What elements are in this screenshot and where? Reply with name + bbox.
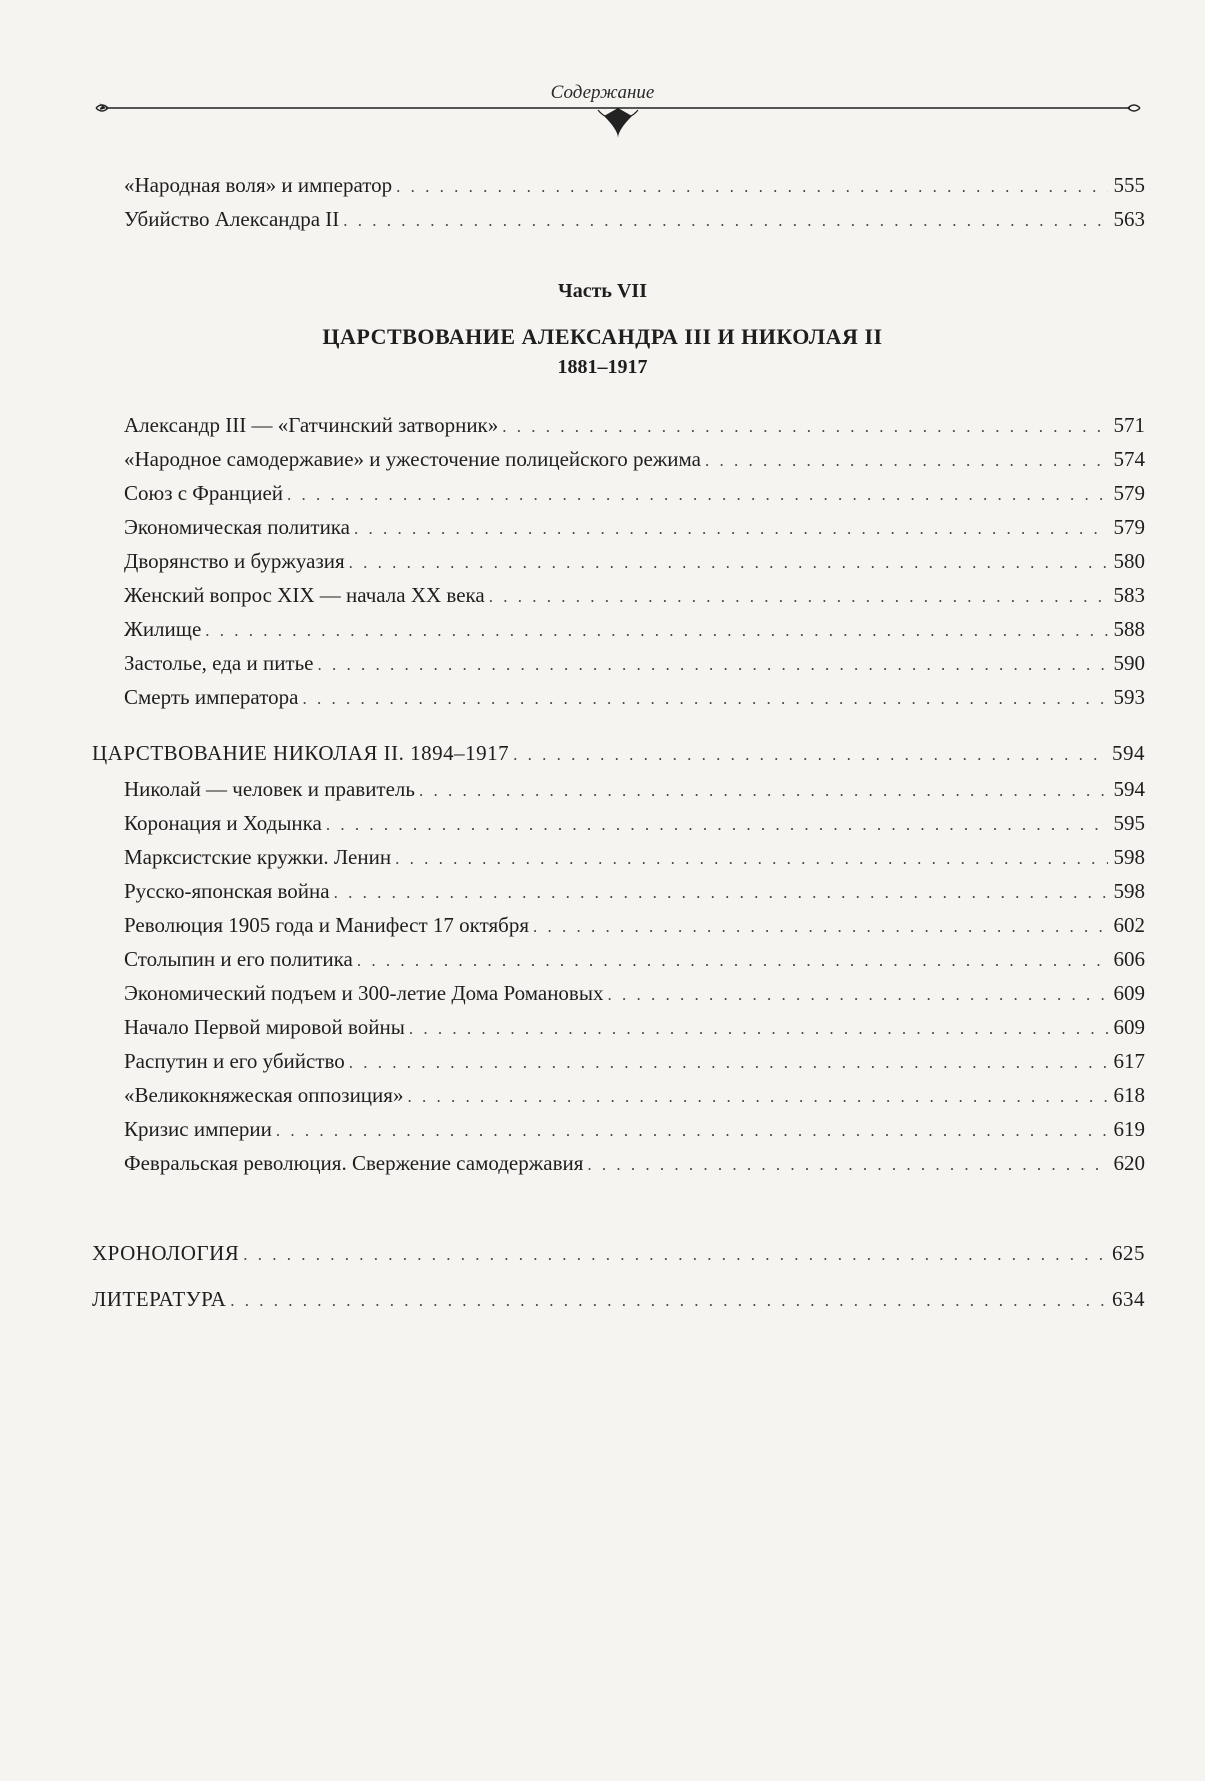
toc-entry xyxy=(124,650,1145,678)
leader-dots xyxy=(334,880,1108,906)
leader-dots xyxy=(343,208,1107,234)
toc-section xyxy=(92,1240,1145,1268)
toc-entry-page: 590 xyxy=(1113,651,1145,675)
toc-entry-page: 583 xyxy=(1113,583,1145,607)
toc-entry xyxy=(124,172,1145,200)
running-header: Содержание xyxy=(550,82,655,103)
toc-section-title: ХРОНОЛОГИЯ xyxy=(92,1241,240,1265)
leader-dots xyxy=(409,1016,1108,1042)
toc-entry-title: Женский вопрос XIX — начала XX века xyxy=(124,583,485,607)
leader-dots xyxy=(276,1118,1108,1144)
leader-dots xyxy=(302,686,1107,712)
toc-entry xyxy=(124,412,1145,440)
leader-dots xyxy=(705,448,1108,474)
part-years: 1881–1917 xyxy=(557,356,648,378)
toc-entry-title: «Великокняжеская оппозиция» xyxy=(124,1083,404,1107)
toc-entry xyxy=(124,844,1145,872)
leader-dots xyxy=(533,914,1108,940)
toc-entry xyxy=(124,1048,1145,1076)
leader-dots xyxy=(349,550,1108,576)
toc-entry-page: 617 xyxy=(1113,1049,1145,1073)
toc-entry xyxy=(124,810,1145,838)
toc-entry-title: Александр III — «Гатчинский затворник» xyxy=(124,413,499,437)
toc-entry-page: 580 xyxy=(1113,549,1145,573)
toc-entry xyxy=(124,1150,1145,1178)
toc-entry-page: 595 xyxy=(1113,811,1145,835)
toc-entry-title: Экономическая политика xyxy=(124,515,351,539)
toc-entry-page: 571 xyxy=(1113,413,1145,437)
toc-entry-title: Коронация и Ходынка xyxy=(124,811,322,835)
toc-entry xyxy=(124,980,1145,1008)
leader-dots xyxy=(287,482,1108,508)
part-label: Часть VII xyxy=(558,280,647,302)
toc-entry xyxy=(124,616,1145,644)
toc-entry-page: 579 xyxy=(1113,515,1145,539)
toc-entry-page: 594 xyxy=(1113,777,1145,801)
toc-entry-page: 563 xyxy=(1113,207,1145,231)
leader-dots xyxy=(326,812,1108,838)
leader-dots xyxy=(243,1242,1106,1268)
toc-entry-title: Николай — человек и правитель xyxy=(124,777,415,801)
toc-entry-title: «Народная воля» и император xyxy=(124,173,393,197)
toc-entry-page: 579 xyxy=(1113,481,1145,505)
toc-entry-title: Распутин и его убийство xyxy=(124,1049,345,1073)
toc-entry-page: 588 xyxy=(1113,617,1145,641)
toc-entry xyxy=(124,548,1145,576)
toc-entry-title: Февральская революция. Свержение самодержавия xyxy=(124,1151,584,1175)
toc-entry-title: Революция 1905 года и Манифест 17 октября xyxy=(124,913,529,937)
toc-entry-title: Смерть императора xyxy=(124,685,299,709)
leader-dots xyxy=(349,1050,1108,1076)
toc-entry xyxy=(124,946,1145,974)
leader-dots xyxy=(396,174,1107,200)
leader-dots xyxy=(587,1152,1107,1178)
toc-entry-title: Союз с Францией xyxy=(124,481,283,505)
leader-dots xyxy=(395,846,1107,872)
leader-dots xyxy=(318,652,1108,678)
toc-entry-title: Убийство Александра II xyxy=(124,207,340,231)
toc-entry-title: Жилище xyxy=(124,617,202,641)
toc-section-page: 594 xyxy=(1112,741,1145,765)
toc-entry xyxy=(124,480,1145,508)
toc-section-title: ЛИТЕРАТУРА xyxy=(92,1287,227,1311)
toc-entry-title: Кризис империи xyxy=(124,1117,272,1141)
toc-entry-page: 593 xyxy=(1113,685,1145,709)
leader-dots xyxy=(354,516,1107,542)
toc-entry xyxy=(124,912,1145,940)
leader-dots xyxy=(607,982,1107,1008)
leader-dots xyxy=(230,1288,1106,1314)
toc-entry-page: 620 xyxy=(1113,1151,1145,1175)
toc-entry-title: Начало Первой мировой войны xyxy=(124,1015,405,1039)
toc-entry-page: 609 xyxy=(1113,1015,1145,1039)
leader-dots xyxy=(489,584,1108,610)
toc-section-page: 634 xyxy=(1112,1287,1145,1311)
toc-entry-page: 602 xyxy=(1113,913,1145,937)
toc-entry xyxy=(124,1014,1145,1042)
leader-dots xyxy=(407,1084,1107,1110)
leader-dots xyxy=(513,742,1106,768)
toc-entry-page: 609 xyxy=(1113,981,1145,1005)
toc-entry xyxy=(124,446,1145,474)
toc-section xyxy=(92,740,1145,768)
header-ornament-icon xyxy=(92,98,1144,138)
toc-section xyxy=(92,1286,1145,1314)
toc-entry-page: 619 xyxy=(1113,1117,1145,1141)
toc-entry xyxy=(124,1082,1145,1110)
toc-entry-page: 598 xyxy=(1113,879,1145,903)
toc-entry-page: 606 xyxy=(1113,947,1145,971)
leader-dots xyxy=(357,948,1108,974)
toc-entry xyxy=(124,776,1145,804)
leader-dots xyxy=(205,618,1107,644)
toc-entry-page: 618 xyxy=(1113,1083,1145,1107)
toc-section-page: 625 xyxy=(1112,1241,1145,1265)
toc-entry xyxy=(124,206,1145,234)
toc-entry-page: 555 xyxy=(1113,173,1145,197)
toc-entry xyxy=(124,684,1145,712)
toc-entry xyxy=(124,878,1145,906)
toc-entry-title: Экономический подъем и 300-летие Дома Романовых xyxy=(124,981,604,1005)
toc-section-title: ЦАРСТВОВАНИЕ НИКОЛАЯ II. 1894–1917 xyxy=(92,741,510,765)
toc-entry-page: 574 xyxy=(1113,447,1145,471)
toc-entry xyxy=(124,514,1145,542)
toc-entry-title: Дворянство и буржуазия xyxy=(124,549,345,573)
leader-dots xyxy=(419,778,1108,804)
toc-entry-title: Застолье, еда и питье xyxy=(124,651,314,675)
toc-entry-title: «Народное самодержавие» и ужесточение полицейского режима xyxy=(124,447,701,471)
toc-entry xyxy=(124,1116,1145,1144)
toc-entry xyxy=(124,582,1145,610)
toc-entry-title: Марксистские кружки. Ленин xyxy=(124,845,392,869)
toc-entry-title: Столыпин и его политика xyxy=(124,947,353,971)
toc-entry-title: Русско-японская война xyxy=(124,879,330,903)
leader-dots xyxy=(502,414,1107,440)
toc-entry-page: 598 xyxy=(1113,845,1145,869)
part-title: ЦАРСТВОВАНИЕ АЛЕКСАНДРА III И НИКОЛАЯ II xyxy=(322,324,883,349)
